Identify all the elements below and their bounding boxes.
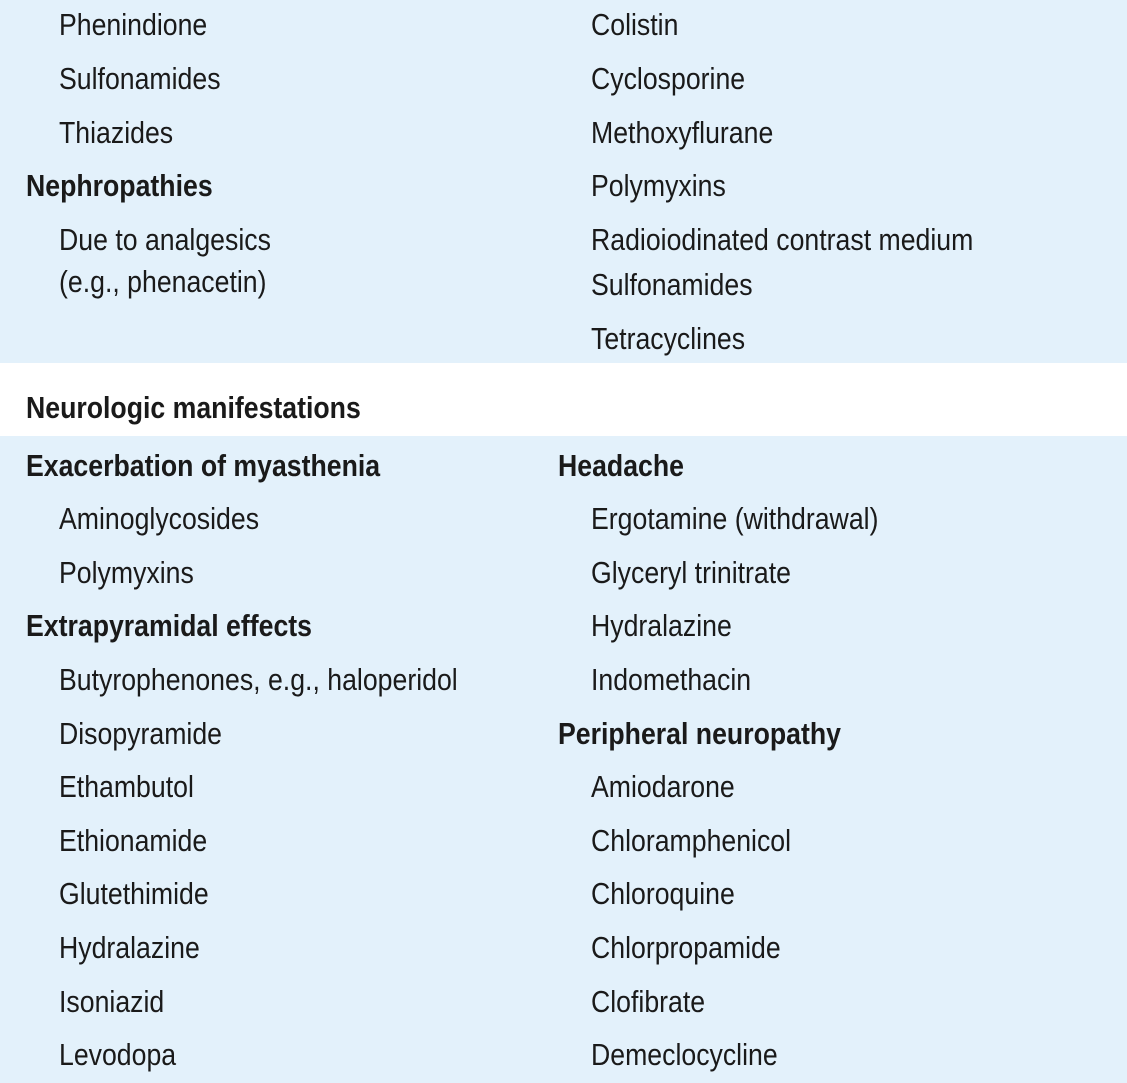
drug-item: Thiazides xyxy=(59,115,174,150)
section-title: Neurologic manifestations xyxy=(26,390,361,425)
drug-item: Isoniazid xyxy=(59,984,165,1019)
drug-item: Ethambutol xyxy=(59,769,194,804)
neuro-block xyxy=(0,436,1127,1083)
drug-item: Indomethacin xyxy=(591,662,752,697)
drug-item: Hydralazine xyxy=(591,608,732,643)
drug-item: Chlorpropamide xyxy=(591,930,781,965)
drug-item: Polymyxins xyxy=(59,555,194,590)
drug-item: Chloramphenicol xyxy=(591,823,792,858)
drug-item: Colistin xyxy=(591,7,679,42)
drug-item: Amiodarone xyxy=(591,769,735,804)
drug-item: (e.g., phenacetin) xyxy=(59,264,267,299)
drug-item: Methoxyflurane xyxy=(591,115,774,150)
drug-item: Tetracyclines xyxy=(591,321,746,356)
drug-item: Ergotamine (withdrawal) xyxy=(591,501,879,536)
drug-item: Sulfonamides xyxy=(591,267,753,302)
drug-item: Phenindione xyxy=(59,7,208,42)
drug-item: Disopyramide xyxy=(59,716,222,751)
drug-item: Clofibrate xyxy=(591,984,706,1019)
drug-item: Aminoglycosides xyxy=(59,501,260,536)
drug-item: Cyclosporine xyxy=(591,61,746,96)
category-heading: Extrapyramidal effects xyxy=(26,608,312,643)
category-heading: Nephropathies xyxy=(26,168,213,203)
drug-item: Levodopa xyxy=(59,1037,177,1072)
drug-item: Chloroquine xyxy=(591,876,735,911)
top-block xyxy=(0,0,1127,363)
drug-item: Glyceryl trinitrate xyxy=(591,555,791,590)
drug-item: Polymyxins xyxy=(591,168,726,203)
drug-item: Hydralazine xyxy=(59,930,200,965)
drug-item: Glutethimide xyxy=(59,876,209,911)
drug-item: Radioiodinated contrast medium xyxy=(591,222,974,257)
category-heading: Headache xyxy=(558,448,684,483)
drug-item: Sulfonamides xyxy=(59,61,221,96)
drug-item: Demeclocycline xyxy=(591,1037,778,1072)
drug-item: Ethionamide xyxy=(59,823,208,858)
drug-item: Butyrophenones, e.g., haloperidol xyxy=(59,662,458,697)
category-heading: Exacerbation of myasthenia xyxy=(26,448,381,483)
category-heading: Peripheral neuropathy xyxy=(558,716,841,751)
drug-item: Due to analgesics xyxy=(59,222,271,257)
